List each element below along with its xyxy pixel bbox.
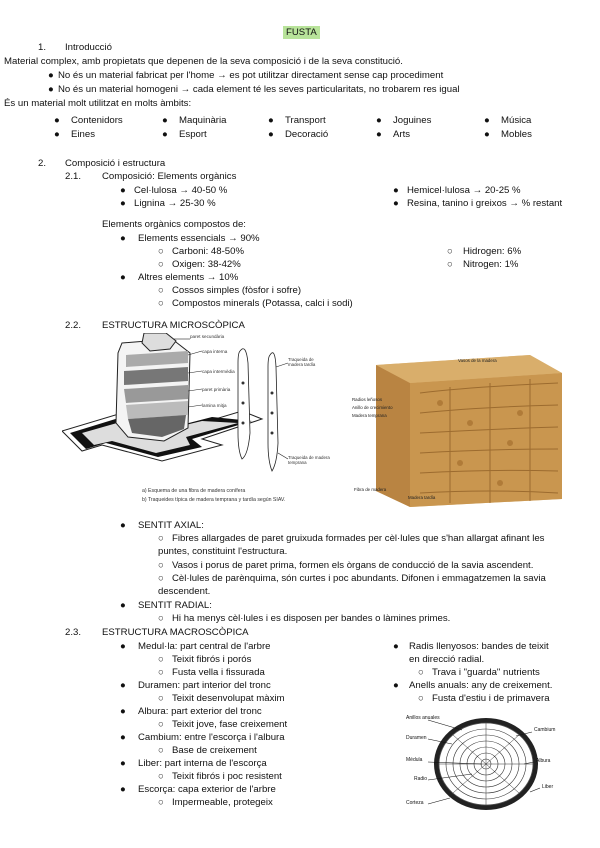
list-item: ○ Trava i "guarda" nutrients [418,667,540,678]
block-label: Anillo de crecimiento [352,405,393,410]
fig-caption: b) Traqueides típica de madera temprana y tardía según SIAV. [142,497,286,503]
compounds-title: Elements orgànics compostos de: [102,219,246,230]
list-item: ● Lignina → 25-30 % [120,198,216,209]
list-item-continued: en direcció radial. [409,654,485,665]
list-item: ● No és un material homogeni → cada element té les seves particularitats, no trobarem res igual [48,84,460,95]
intro-text: Material complex, amb propietats que depenen de la seva composició i de la seva constitució. [4,56,403,67]
trunk-section-figure [402,712,570,812]
list-item: ○ Teixit jove, fase creixement [158,719,288,730]
list-item: ○ Carboni: 48-50% [158,246,244,257]
list-item: ● Cambium: entre l'escorça i l'albura [120,732,285,743]
list-item: ● Liber: part interna de l'escorça [120,758,267,769]
fiber-label: paret primària [202,387,231,392]
list-item: ○ Fusta vella i fissurada [158,667,265,678]
list-item: ● No és un material fabricat per l'home → es pot utilitzar directament sense cap procediment [48,70,444,81]
trunk-label: Liber [542,784,554,790]
list-item: ○ Fibres allargades de paret gruixuda formades per cèl·lules que s'han allargat afinant les puntes, constituint l'estructura. [158,533,545,557]
list-item: ● Eines [54,129,95,140]
block-label: Radios leñosos [352,397,383,402]
section-1-number: 1. [38,42,47,53]
section-2-number: 2. [38,158,47,169]
list-item: ○ Hi ha menys cèl·lules i es disposen per bandes o làmines primes. [158,613,451,624]
fiber-label: capa intermèdia [202,369,235,374]
list-item: ● Anells anuals: any de creixement. [393,680,553,691]
list-item: ● Esport [162,129,207,140]
list-item: ● Mobles [484,129,532,140]
list-item: ○ Teixit fibrós i porós [158,654,252,665]
list-item: ● Resina, tanino i greixos → % restant [393,198,563,209]
trunk-label: Albura [536,758,551,764]
block-label: Madera temprana [352,413,387,418]
list-item: ● Radis llenyosos: bandes de teixit [393,641,549,652]
list-item: ○ Fusta d'estiu i de primavera [418,693,550,704]
block-label: Madera tardía [408,495,436,500]
list-item: ○ Teixit desenvolupat màxim [158,693,285,704]
uses-intro: És un material molt utilitzat en molts àmbits: [4,98,192,109]
trunk-label: Corteza [406,800,424,806]
fig-caption: a) Esquema de una fibra de madera conífera [142,488,246,494]
section-2-2-heading: ESTRUCTURA MICROSCÒPICA [102,320,245,331]
section-2-3-heading: ESTRUCTURA MACROSCÒPICA [102,627,249,638]
list-item: ● Medul·la: part central de l'arbre [120,641,271,652]
list-item: ○ Cossos simples (fòsfor i sofre) [158,285,302,296]
fiber-label: lamina mitja [202,403,227,408]
section-2-3-number: 2.3. [65,627,82,638]
block-label: Fibra de madera [354,487,387,492]
trunk-label: Duramen [406,735,427,741]
list-item: ○ Hidrogen: 6% [447,246,522,257]
list-item: ● Joguines [376,115,432,126]
list-item: ● Decoració [268,129,329,140]
list-item: ○ Cèl·lules de parènquima, són curtes i poc abundants. Difonen i emmagatzemen la savia descendent. [158,573,546,597]
list-item: ● Música [484,115,532,126]
section-2-1-number: 2.1. [65,171,82,182]
list-item: ● Duramen: part interior del tronc [120,680,271,691]
list-item: ○ Impermeable, protegeix [158,797,273,808]
trunk-label: Anillos anuales [406,715,440,721]
tracheid-label: Traqueida de madera temprana [288,455,330,466]
page-title: FUSTA [283,27,320,40]
fiber-label: paret secundària [190,334,225,339]
list-item: ● SENTIT RADIAL: [120,600,212,611]
list-item: ● Transport [268,115,326,126]
list-item: ● Elements essencials → 90% [120,233,260,244]
trunk-label: Cambium [534,727,556,733]
list-item: ● Albura: part exterior del tronc [120,706,262,717]
fiber-diagram-figure [62,333,338,511]
list-item: ○ Base de creixement [158,745,257,756]
list-item: ● Maquinària [162,115,227,126]
section-2-1-heading: Composició: Elements orgànics [102,171,237,182]
list-item: ○ Compostos minerals (Potassa, calci i sodi) [158,298,353,309]
list-item: ○ Oxigen: 38-42% [158,259,241,270]
list-item: ○ Nitrogen: 1% [447,259,519,270]
list-item: ● SENTIT AXIAL: [120,520,204,531]
list-item: ● Contenidors [54,115,123,126]
tracheid-label: Traqueida de madera tardía [288,357,316,368]
fiber-label: capa interna [202,349,228,354]
wood-block-figure [350,353,566,509]
section-2-2-number: 2.2. [65,320,82,331]
list-item: ○ Teixit fibrós i poc resistent [158,771,282,782]
wood-block-diagram [350,353,566,509]
list-item: ○ Vasos i porus de paret prima, formen els òrgans de conducció de la savia ascendent. [158,560,534,571]
list-item: ● Escorça: capa exterior de l'arbre [120,784,276,795]
list-item: ● Hemicel·lulosa → 20-25 % [393,185,521,196]
block-label: Vasos de la madera [458,358,497,363]
trunk-label: Médula [406,757,423,763]
section-1-heading: Introducció [65,42,112,53]
section-2-heading: Composició i estructura [65,158,166,169]
list-item: ● Cel·lulosa → 40-50 % [120,185,228,196]
list-item: ● Arts [376,129,411,140]
trunk-label: Radio [414,776,428,782]
list-item: ● Altres elements → 10% [120,272,239,283]
